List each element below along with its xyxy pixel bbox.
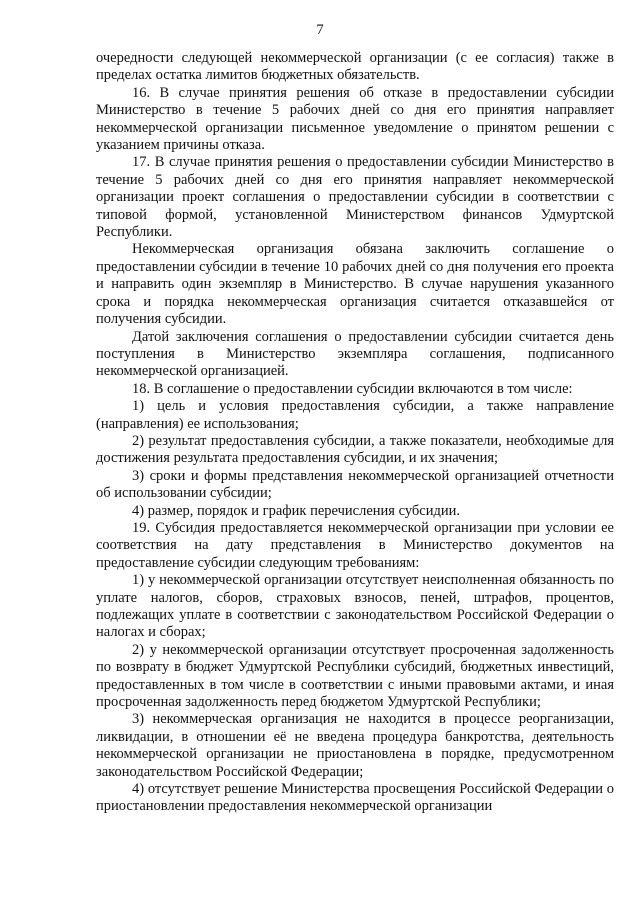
paragraph-18-item-2: 2) результат предоставления субсидии, а также показатели, необходимые для достижения результата предоставления субсидии, и их значения; [96,432,614,467]
document-body [96,50,614,816]
paragraph-19-item-1: 1) у некоммерческой организации отсутствует неисполненная обязанность по уплате налогов, сборов, страховых взносов, пеней, штрафов, процентов, подлежащих уплате в соответствии с законодательством Российской Федерации о налогах и сборах; [96,572,614,641]
paragraph-17-contract-obligation: Некоммерческая организация обязана заключить соглашение о предоставлении субсидии в течение 10 рабочих дней со дня получения его проекта и направить один экземпляр в Министерство. В случае нарушения указанного срока и порядка некоммерческая организация считается отказавшейся от получения субсидии. [96,241,614,328]
paragraph-18: 18. В соглашение о предоставлении субсидии включаются в том числе: [132,380,573,397]
paragraph-18-item-1: 1) цель и условия предоставления субсидии, а также направление (направления) ее использования; [96,398,614,432]
page-number: 7 [316,22,324,38]
paragraph-18-item-4: 4) размер, порядок и график перечисления субсидии. [132,502,460,519]
paragraph-19-item-4: 4) отсутствует решение Министерства просвещения Российской Федерации о приостановлении предоставления некоммерческой организации [96,781,614,815]
paragraph-19-item-2: 2) у некоммерческой организации отсутствует просроченная задолженность по возврату в бюджет Удмуртской Республики субсидий, бюджетных инвестиций, предоставленных в том числе в соответствии с иными правовыми актами, и иная просроченная задолженность перед бюджетом Удмуртской Республики; [96,641,614,711]
paragraph-17: 17. В случае принятия решения о предоставлении субсидии Министерство в течение 5 рабочих дней со дня его принятия направляет некоммерческой организации проект соглашения о предоставлении субсидии в соответствии с типовой формой, установленной Министерством финансов Удмуртской Республики. [96,154,614,241]
paragraph-19-item-3: 3) некоммерческая организация не находится в процессе реорганизации, ликвидации, в отношении её не введена процедура банкротства, деятельность некоммерческой организации не приостановлена в порядке, предусмотренном законодательством Российской Федерации; [96,711,614,780]
paragraph-16: 16. В случае принятия решения об отказе в предоставлении субсидии Министерство в течение 5 рабочих дней со дня его принятия направляет некоммерческой организации письменное уведомление о принятом решении с указанием причины отказа. [96,84,614,154]
paragraph-18-item-3: 3) сроки и формы представления некоммерческой организацией отчетности об использовании субсидии; [96,467,614,502]
paragraph-19: 19. Субсидия предоставляется некоммерческой организации при условии ее соответствия на дату представления в Министерство документов на предоставление субсидии следующим требованиям: [96,519,614,571]
paragraph-continuation: очередности следующей некоммерческой организации (с ее согласия) также в пределах остатка лимитов бюджетных обязательств. [96,50,614,84]
paragraph-17-contract-date: Датой заключения соглашения о предоставлении субсидии считается день поступления в Министерство экземпляра соглашения, подписанного некоммерческой организацией. [96,328,614,380]
